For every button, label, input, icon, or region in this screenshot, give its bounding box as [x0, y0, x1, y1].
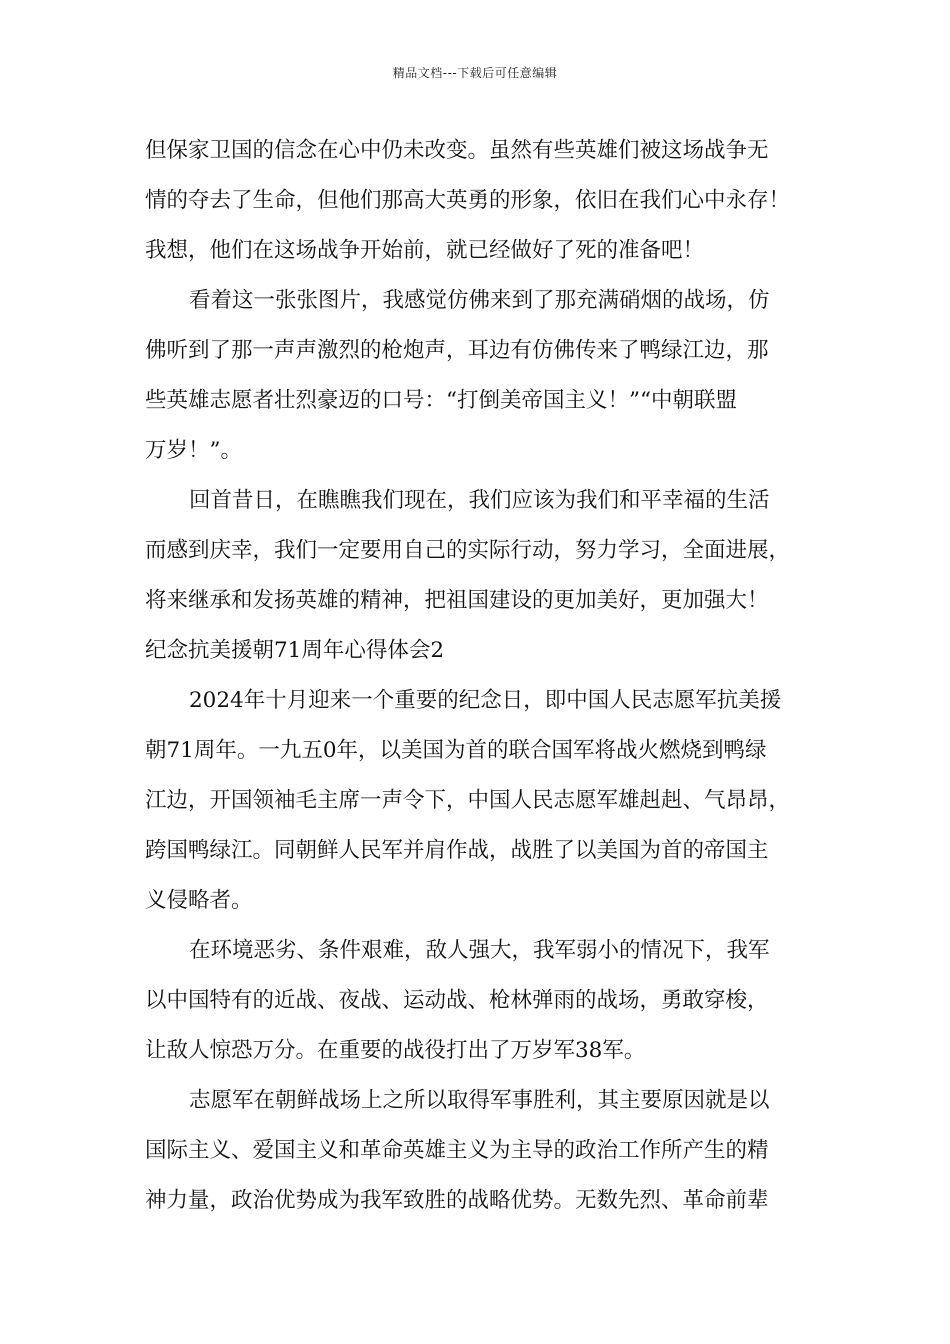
paragraph-start-line: 2024年十月迎来一个重要的纪念日，即中国人民志愿军抗美援: [189, 688, 782, 713]
paragraph-start-line: 看着这一张张图片，我感觉仿佛来到了那充满硝烟的战场，仿: [189, 288, 770, 313]
text-line: 万岁！”。: [145, 438, 242, 463]
document-body: [145, 126, 813, 1226]
text-line: 江边，开国领袖毛主席一声令下，中国人民志愿军雄赳赳、气昂昂，: [145, 788, 791, 813]
text-line: 神力量，政治优势成为我军致胜的战略优势。无数先烈、革命前辈: [145, 1188, 769, 1213]
text-line: 国际主义、爱国主义和革命英雄主义为主导的政治工作所产生的精: [145, 1138, 769, 1163]
text-line: 义侵略者。: [145, 888, 253, 913]
text-line: 让敌人惊恐万分。在重要的战役打出了万岁军38军。: [145, 1038, 646, 1063]
paragraph-start-line: 在环境恶劣、条件艰难，敌人强大，我军弱小的情况下，我军: [189, 938, 770, 963]
text-line: 佛听到了那一声声激烈的枪炮声，耳边有仿佛传来了鸭绿江边，那: [145, 338, 769, 363]
text-line: 我想，他们在这场战争开始前，就已经做好了死的准备吧！: [145, 238, 705, 263]
text-line: 情的夺去了生命，但他们那高大英勇的形象，依旧在我们心中永存！: [145, 188, 791, 213]
text-line: 以中国特有的近战、夜战、运动战、枪林弹雨的战场，勇敢穿梭，: [145, 988, 769, 1013]
text-line: 但保家卫国的信念在心中仍未改变。虽然有些英雄们被这场战争无: [145, 138, 769, 163]
text-line: 些英雄志愿者壮烈豪迈的口号：“打倒美帝国主义！”“中朝联盟: [145, 388, 737, 413]
text-line: 朝71周年。一九五0年，以美国为首的联合国军将战火燃烧到鸭绿: [145, 738, 767, 763]
text-line: 将来继承和发扬英雄的精神，把祖国建设的更加美好，更加强大！: [145, 588, 769, 613]
paragraph-start-line: 回首昔日，在瞧瞧我们现在，我们应该为我们和平幸福的生活: [189, 488, 770, 513]
text-line: 而感到庆幸，我们一定要用自己的实际行动，努力学习，全面进展，: [145, 538, 791, 563]
text-line: 跨国鸭绿江。同朝鲜人民军并肩作战，战胜了以美国为首的帝国主: [145, 838, 769, 863]
paragraph-start-line: 志愿军在朝鲜战场上之所以取得军事胜利，其主要原因就是以: [189, 1088, 770, 1113]
page-header: 精品文档---下载后可任意编辑: [392, 66, 558, 80]
section-heading: 纪念抗美援朝71周年心得体会2: [145, 638, 445, 663]
